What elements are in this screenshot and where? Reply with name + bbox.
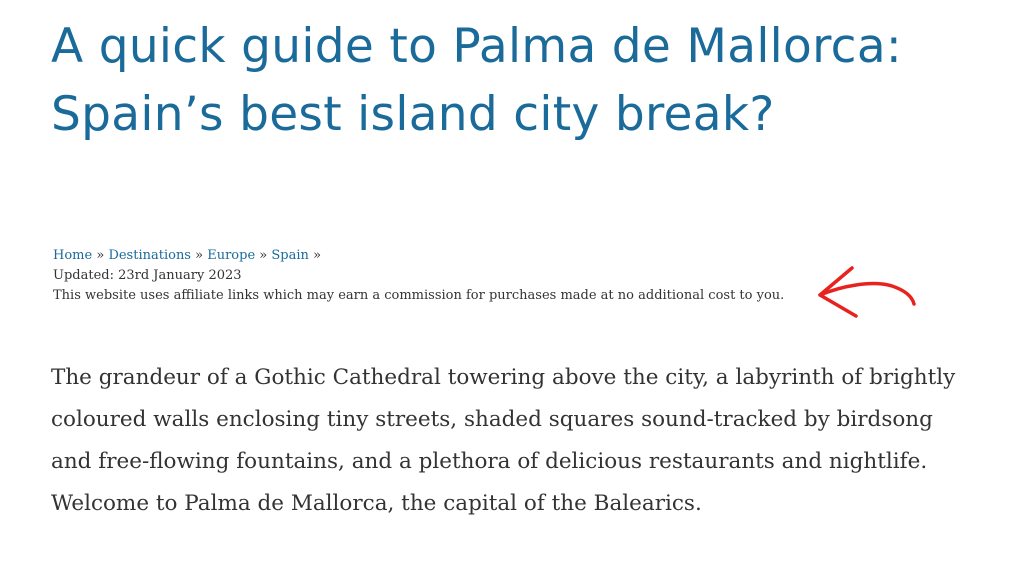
updated-date: Updated: 23rd January 2023 bbox=[53, 268, 242, 283]
breadcrumb-separator: » bbox=[96, 248, 105, 263]
breadcrumb-link-destinations[interactable]: Destinations bbox=[108, 248, 191, 263]
breadcrumb-link-spain[interactable]: Spain bbox=[271, 248, 309, 263]
arrow-shaft bbox=[820, 284, 914, 304]
article-meta bbox=[53, 246, 873, 306]
arrow-left-icon bbox=[812, 258, 922, 328]
breadcrumb bbox=[53, 246, 873, 266]
breadcrumb-separator: » bbox=[313, 248, 322, 263]
breadcrumb-separator: » bbox=[259, 248, 268, 263]
breadcrumb-link-europe[interactable]: Europe bbox=[207, 248, 256, 263]
breadcrumb-link-home[interactable]: Home bbox=[53, 248, 93, 263]
arrow-head bbox=[820, 268, 856, 316]
breadcrumb-separator: » bbox=[195, 248, 204, 263]
page-title: A quick guide to Palma de Mallorca: Spain’s best island city break? bbox=[51, 19, 903, 142]
article-intro: The grandeur of a Gothic Cathedral towering above the city, a labyrinth of brightly coloured walls enclosing tiny streets, shaded squares sound-tracked by birdsong and free-flowing fountains, and a plethora of delicious restaurants and nightlife. Welcome to Palma de Mallorca, the capital of the Balearics. bbox=[51, 365, 956, 516]
affiliate-notice: This website uses affiliate links which may earn a commission for purchases made at no additional cost to you. bbox=[53, 288, 785, 303]
